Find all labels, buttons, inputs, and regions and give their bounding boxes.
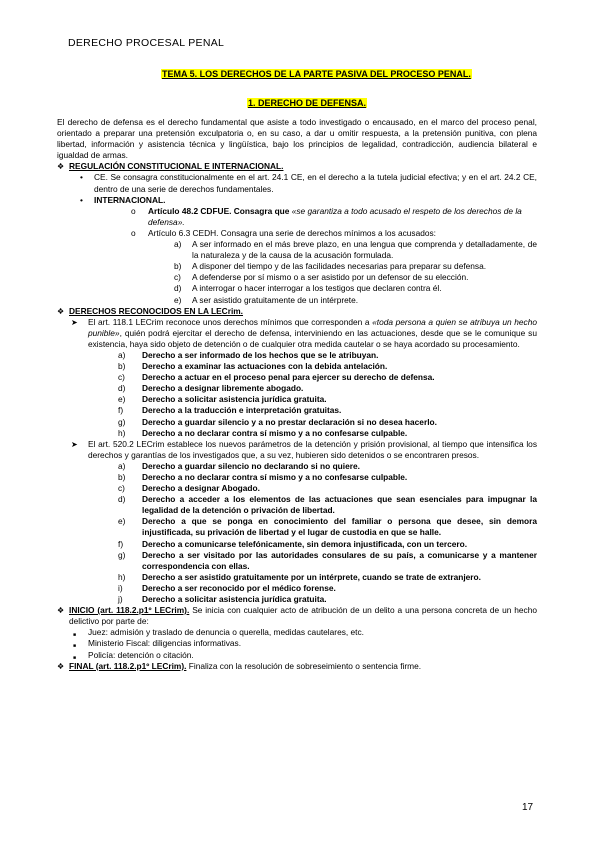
list-item-letter: b): [118, 361, 126, 372]
list-item: [57, 516, 537, 538]
inicio-list: [57, 627, 537, 660]
reg-cedh: Artículo 6.3 CEDH. Consagra una serie de derechos mínimos a los acusados:: [148, 227, 437, 238]
list-item-letter: c): [118, 372, 125, 383]
list-item-text: Derecho a comunicarse telefónicamente, sin demora injustificada, con un tercero.: [142, 538, 468, 549]
reg-internacional: INTERNACIONAL.: [94, 194, 166, 205]
intro-paragraph: El derecho de defensa es el derecho fundamental que asiste a todo investigado o encausado, en el marco del proceso penal, orientado a preparar una pretensión exculpatoria o, en su caso, a dar u omitir respuesta, a la pretensión punitiva, con plena libertad, información y asistencia técnica y lingüística, bajo los principios de legalidad, contradicción, audiencia bilateral e igualdad de armas.: [57, 117, 537, 161]
list-item: [57, 483, 537, 494]
list-item: [57, 650, 537, 661]
list-item-text: Ministerio Fiscal: diligencias informativas.: [88, 638, 242, 649]
list-item: [57, 583, 537, 594]
list-item: [57, 283, 537, 294]
list-item-letter: h): [118, 427, 126, 438]
list-item-text: Derecho a acceder a los elementos de las actuaciones que sean esenciales para impugnar la legalidad de la detención o privación de libertad.: [142, 494, 537, 516]
list-item-letter: e): [174, 294, 182, 305]
list-item: [57, 261, 537, 272]
list-item-text: Derecho a ser visitado por las autoridades consulares de su país, a comunicarse y a mantener correspondencia con ellas.: [142, 549, 537, 571]
a1181-text-c: , quién podrá ejercitar el derecho de defensa, interviniendo en las actuaciones, desde que se le comunique su existencia, haya sido objeto de detención o de cualquier otra medida cautelar o se haya acordado su procesamiento.: [88, 327, 537, 349]
list-item-letter: f): [118, 538, 124, 549]
reg-ce-row: [57, 172, 537, 194]
inicio-row: [57, 605, 537, 627]
diamond-bullet-icon: ❖: [57, 606, 65, 616]
lecrim-heading: DERECHOS RECONOCIDOS EN LA LECrim.: [69, 305, 244, 316]
list-item-letter: b): [118, 472, 126, 482]
list-item-letter: a): [118, 460, 126, 471]
final-text: Finaliza con la resolución de sobreseimiento o sentencia firme.: [186, 660, 422, 671]
list-item: [57, 550, 537, 572]
list-item-letter: i): [118, 582, 123, 593]
list-item-text: Derecho a designar Abogado.: [142, 483, 260, 494]
list-item-text: Juez: admisión y traslado de denuncia o querella, medidas cautelares, etc.: [88, 627, 364, 638]
list-item-letter: g): [118, 549, 126, 560]
list-item-text: Derecho a designar libremente abogado.: [142, 383, 304, 394]
diamond-bullet-icon: ❖: [57, 661, 65, 671]
arrow-bullet-icon: ➤: [71, 439, 78, 449]
chapter-title: TEMA 5. LOS DERECHOS DE LA PARTE PASIVA DEL PROCESO PENAL.: [162, 69, 471, 79]
document-body: [57, 117, 537, 672]
list-item-text: Derecho a solicitar asistencia jurídica gratuita.: [142, 594, 327, 605]
list-item-text: Derecho a actuar en el proceso penal para ejercer su derecho de defensa.: [142, 372, 435, 383]
reg-cdfue-quote: «se garantiza a todo acusado el respeto de los derechos de la defensa».: [148, 205, 522, 227]
page-number: 17: [522, 802, 534, 813]
list-item: [57, 272, 537, 283]
inicio-heading: INICIO (art. 118.2.p1º LECrim).: [69, 605, 190, 616]
list-item: [57, 572, 537, 583]
lecrim-heading-row: [57, 306, 537, 317]
list-item-letter: h): [118, 571, 126, 582]
list-item-text: Derecho a guardar silencio no declarando si no quiere.: [142, 460, 360, 471]
list-item-letter: e): [118, 394, 126, 405]
dot-bullet-icon: •: [80, 172, 83, 183]
reg-heading: REGULACIÓN CONSTITUCIONAL E INTERNACIONAL.: [69, 161, 284, 172]
reg-cdfue-row: [57, 206, 537, 228]
list-item: [57, 461, 537, 472]
arrow-bullet-icon: ➤: [71, 317, 78, 327]
reg-cdfue-label: Artículo 48.2 CDFUE. Consagra que: [148, 205, 292, 216]
section-title: 1. DERECHO DE DEFENSA.: [248, 98, 367, 108]
a5202-row: [57, 439, 537, 461]
reg-cedh-row: [57, 228, 537, 239]
list-item-text: A defenderse por sí mismo o a ser asistido por un defensor de su elección.: [192, 272, 469, 283]
list-item-text: Derecho a ser informado de los hechos que se le atribuyan.: [142, 349, 379, 360]
list-item-letter: d): [118, 494, 126, 505]
list-item-text: Derecho a ser asistido gratuitamente por un intérprete, cuando se trate de extranjero.: [142, 571, 481, 582]
list-item-letter: c): [118, 483, 125, 494]
list-item-letter: e): [118, 516, 126, 527]
circle-bullet-icon: o: [131, 227, 136, 238]
diamond-bullet-icon: ❖: [57, 162, 65, 172]
list-item: [57, 383, 537, 394]
list-item-letter: a): [174, 239, 182, 250]
list-item: [57, 394, 537, 405]
list-item-text: Derecho a guardar silencio y a no prestar declaración si no desea hacerlo.: [142, 416, 437, 427]
reg-int-row: [57, 195, 537, 206]
list-item-letter: c): [174, 272, 181, 283]
square-bullet-icon: ■: [73, 643, 77, 650]
list-item-text: Derecho a ser reconocido por el médico forense.: [142, 582, 336, 593]
final-row: [57, 661, 537, 672]
list-item-text: A ser informado en el más breve plazo, en una lengua que comprenda y detalladamente, de la naturaleza y de la causa de la acusación formulada.: [192, 239, 537, 261]
list-item-letter: g): [118, 416, 126, 427]
square-bullet-icon: ■: [73, 654, 77, 661]
list-item-letter: a): [118, 349, 126, 360]
cedh-list: [57, 239, 537, 306]
dot-bullet-icon: •: [80, 194, 83, 205]
a5202-text: El art. 520.2 LECrim establece los nuevos parámetros de la detención y prisión provisional, al tiempo que intensifica los derechos y garantías de los investigados que, a su vez, hubieren sido detenidos o se encontraren presos.: [88, 438, 537, 460]
list-item-text: Derecho a que se ponga en conocimiento del familiar o persona que desee, sin demora injustificada, su privación de libertad y el lugar de custodia en que se halle.: [142, 516, 537, 538]
list-item-text: Policía: detención o citación.: [88, 649, 194, 660]
list-item: [57, 539, 537, 550]
a1181-text-a: El art. 118.1 LECrim reconoce unos derechos mínimos que corresponden a: [88, 316, 373, 327]
final-heading: FINAL (art. 118.2.p1º LECrim).: [69, 660, 187, 671]
a1181-quote: «toda persona a quien se atribuya un hecho punible»: [88, 316, 537, 338]
running-header: DERECHO PROCESAL PENAL: [68, 37, 225, 49]
list-item-text: Derecho a no declarar contra sí mismo y a no confesarse culpable.: [142, 427, 408, 438]
list-item: [57, 472, 537, 483]
list-item: [57, 372, 537, 383]
list-item-text: Derecho a la traducción e interpretación gratuitas.: [142, 405, 342, 416]
reg-ce: CE. Se consagra constitucionalmente en el art. 24.1 CE, en el derecho a la tutela judicial efectiva; y en el art. 24.2 CE, dentro de una serie de derechos fundamentales.: [94, 172, 537, 194]
list-item: [57, 428, 537, 439]
list-item: [57, 417, 537, 428]
list-item: [57, 350, 537, 361]
circle-bullet-icon: o: [131, 205, 136, 216]
a5202-list: [57, 461, 537, 605]
list-item: [57, 361, 537, 372]
list-item: [57, 295, 537, 306]
list-item-text: Derecho a solicitar asistencia jurídica gratuita.: [142, 394, 327, 405]
list-item-letter: j): [118, 594, 123, 605]
inicio-text: Se inicia con cualquier acto de atribución de un delito a una persona concreta de un hecho delictivo por parte de:: [69, 605, 537, 627]
list-item-text: A disponer del tiempo y de las facilidades necesarias para preparar su defensa.: [192, 261, 487, 272]
list-item: [57, 594, 537, 605]
list-item: [57, 627, 537, 638]
list-item-text: A interrogar o hacer interrogar a los testigos que declaren contra él.: [192, 283, 442, 294]
reg-heading-row: [57, 161, 537, 172]
list-item-letter: f): [118, 405, 124, 416]
list-item-text: A ser asistido gratuitamente de un intérprete.: [192, 294, 359, 305]
list-item: [57, 405, 537, 416]
list-item: [57, 494, 537, 516]
list-item-letter: b): [174, 261, 182, 272]
list-item: [57, 638, 537, 649]
list-item-letter: d): [174, 283, 182, 294]
a1181-row: [57, 317, 537, 350]
square-bullet-icon: ■: [73, 632, 77, 639]
diamond-bullet-icon: ❖: [57, 306, 65, 316]
list-item: [57, 239, 537, 261]
list-item-text: Derecho a examinar las actuaciones con la debida antelación.: [142, 361, 388, 372]
list-item-text: Derecho a no declarar contra sí mismo y a no confesarse culpable.: [142, 472, 408, 482]
list-item-letter: d): [118, 383, 126, 394]
a1181-list: [57, 350, 537, 439]
